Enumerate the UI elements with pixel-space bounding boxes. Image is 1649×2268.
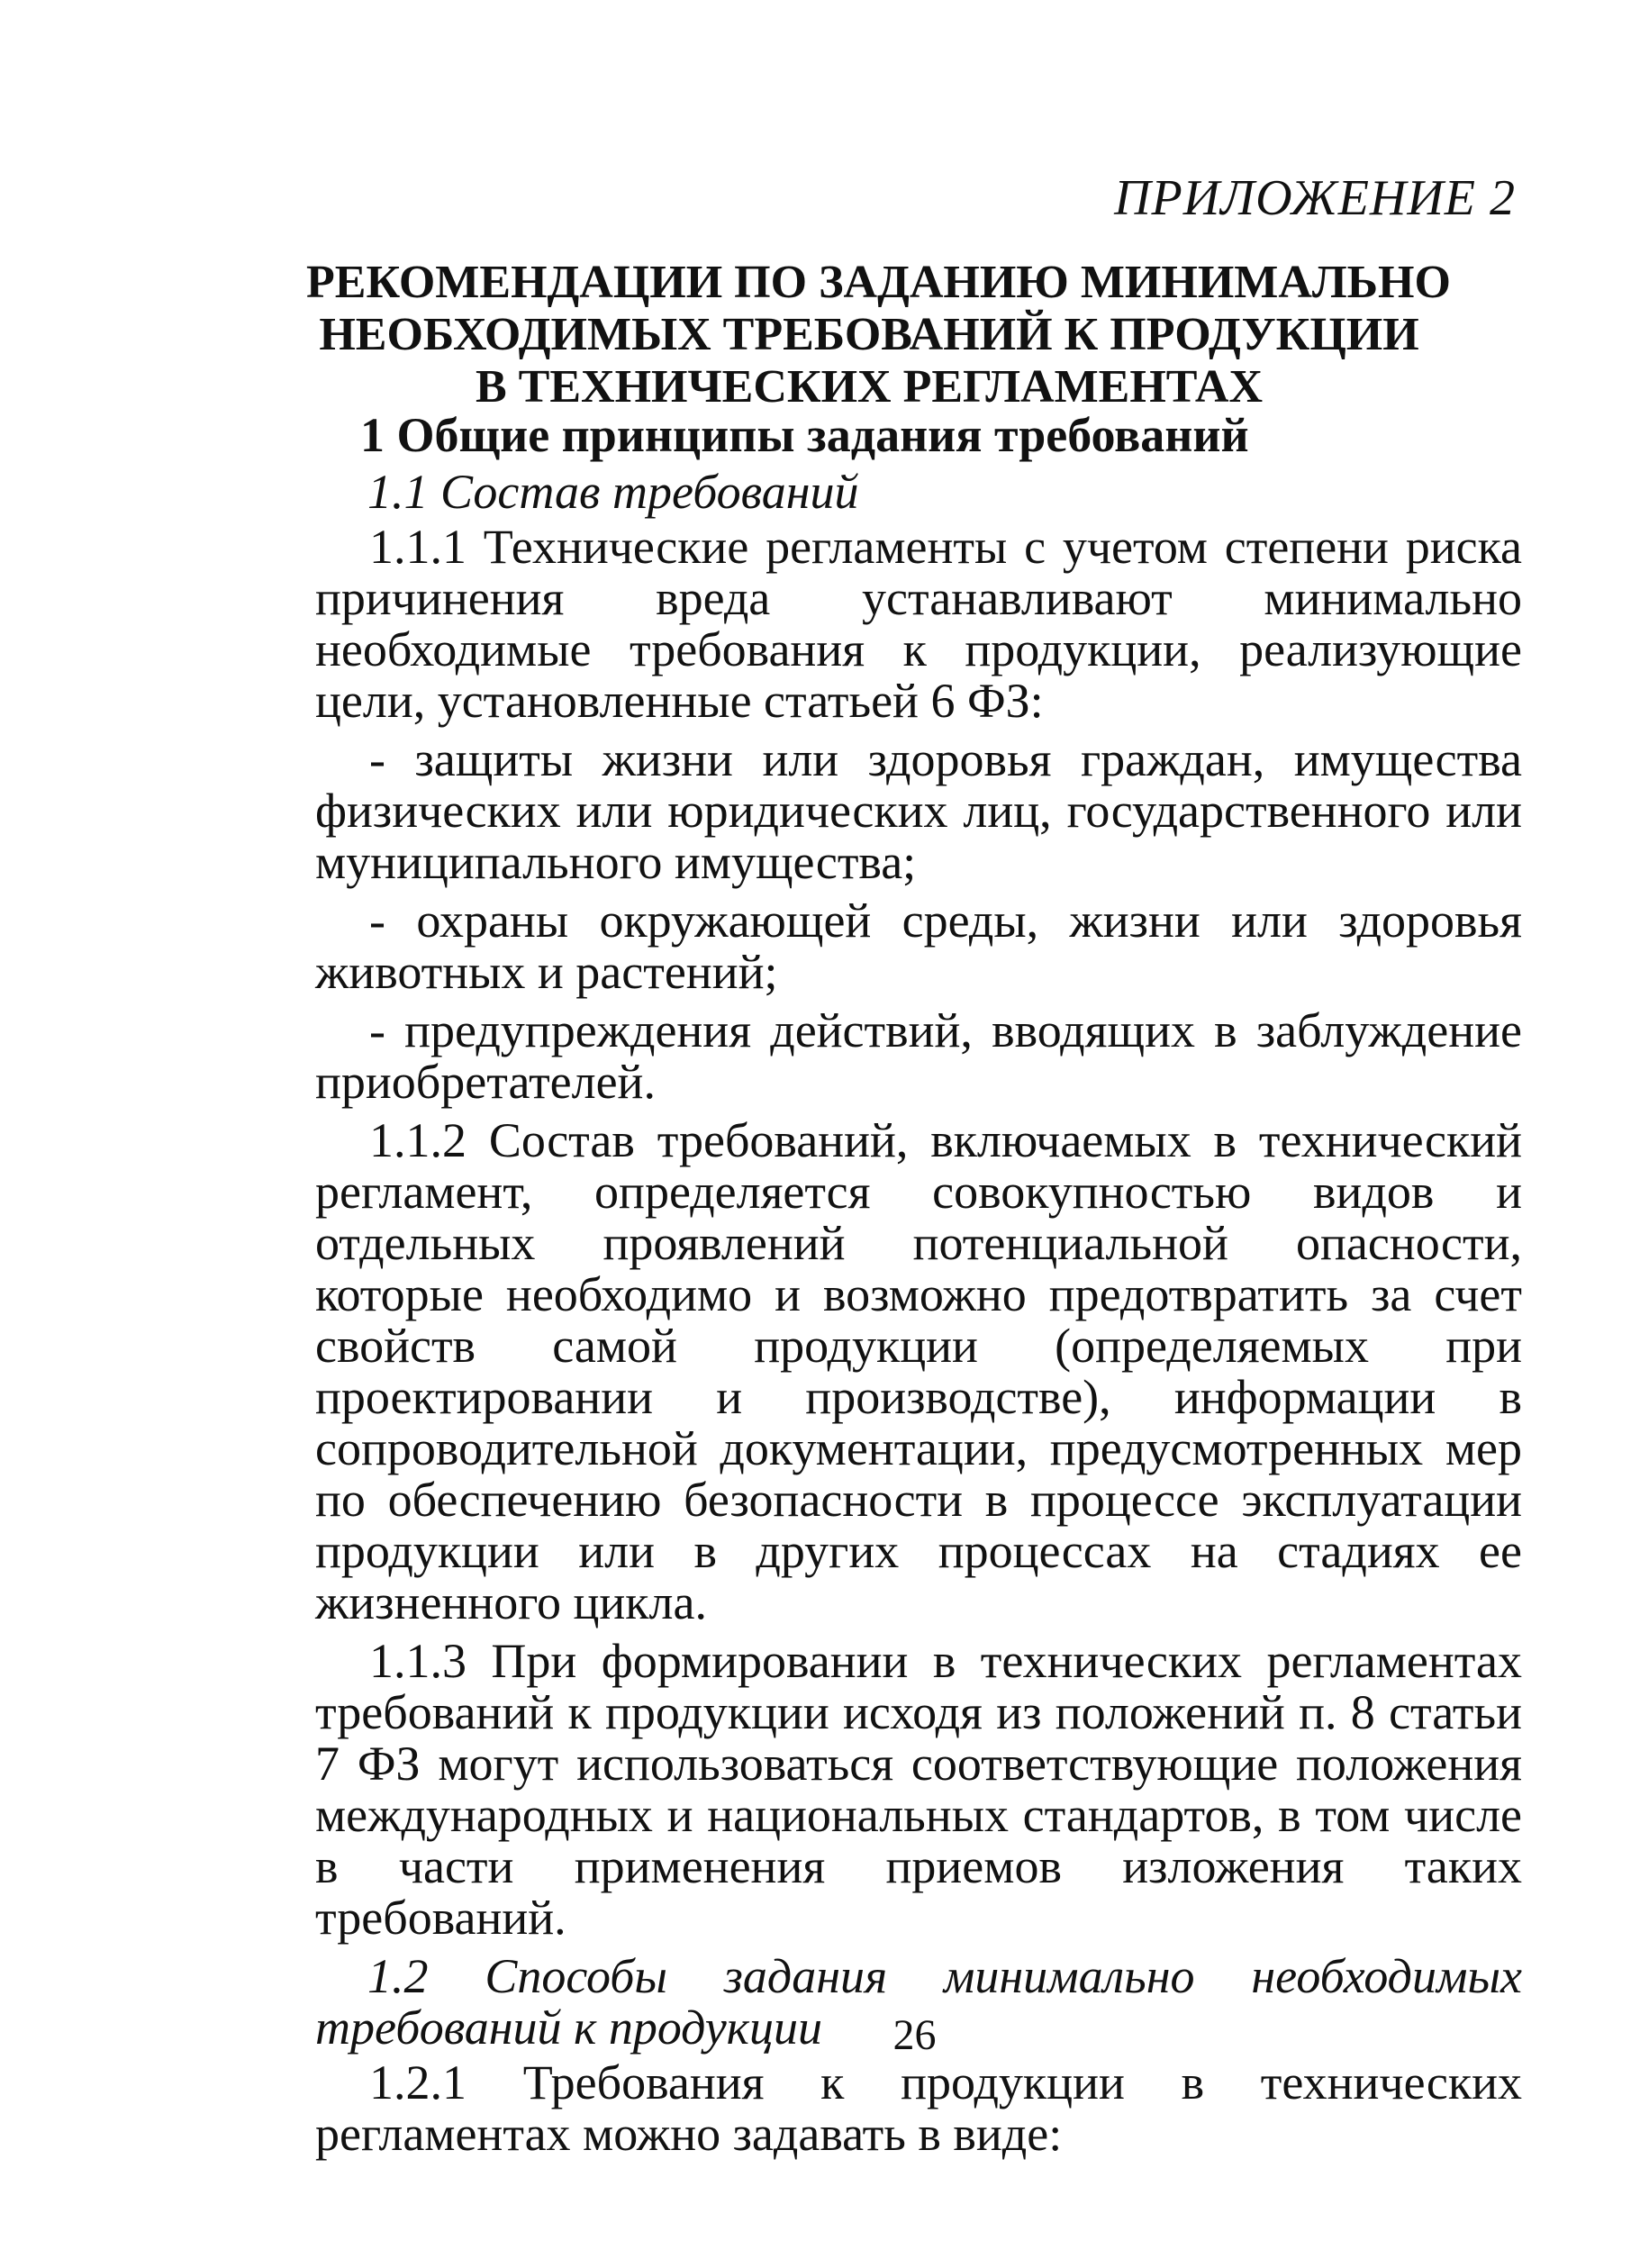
title-line: РЕКОМЕНДАЦИИ ПО ЗАДАНИЮ МИНИМАЛЬНО — [306, 257, 1451, 308]
subsection-heading: 1.2 Способы задания минимально необходимых требований к продукции — [315, 1949, 1522, 2055]
paragraph-1-2-1: 1.2.1 Требования к продукции в технических регламентах можно задавать в виде: — [315, 2055, 1522, 2161]
subsection-heading: 1.1 Состав требований — [367, 465, 859, 519]
title-line: В ТЕХНИЧЕСКИХ РЕГЛАМЕНТАХ — [476, 361, 1263, 413]
bullet-item: - предупреждения действий, вводящих в заблуждение приобретателей. — [315, 1003, 1522, 1109]
title-line: НЕОБХОДИМЫХ ТРЕБОВАНИЙ К ПРОДУКЦИИ — [319, 309, 1419, 360]
bullet-item: - защиты жизни или здоровья граждан, имущества физических или юридических лиц, государственного или муниципального имущества; — [315, 732, 1522, 889]
section-heading: 1 Общие принципы задания требований — [360, 408, 1249, 462]
bullet-item: - охраны окружающей среды, жизни или здоровья животных и растений; — [315, 894, 1522, 999]
paragraph-1-1-1: 1.1.1 Технические регламенты с учетом степени риска причинения вреда устанавливают минимально необходимые требования к продукции, реализующие цели, установленные статьей 6 ФЗ: — [315, 520, 1522, 728]
paragraph-1-1-2: 1.1.2 Состав требований, включаемых в технический регламент, определяется совокупностью видов и отдельных проявлений потенциальной опасности, которые необходимо и возможно предотвратить за счет свойств самой продукции (определяемых при проектировании и производстве), информации в сопроводительной документации, предусмотренных мер по обеспечению безопасности в процессе эксплуатации продукции или в других процессах на стадиях ее жизненного цикла. — [315, 1113, 1522, 1629]
page-number: 26 — [892, 2011, 937, 2059]
appendix-label: ПРИЛОЖЕНИЕ 2 — [1114, 170, 1516, 226]
document-body — [315, 410, 1522, 2167]
paragraph-1-1-3: 1.1.3 При формировании в технических регламентах требований к продукции исходя из положений п. 8 статьи 7 ФЗ могут использоваться соответствующие положения международных и национальных стандартов, в том числе в части применения приемов изложения таких требований. — [315, 1634, 1522, 1945]
page-number-container — [0, 2010, 1649, 2060]
document-title — [306, 257, 1451, 413]
